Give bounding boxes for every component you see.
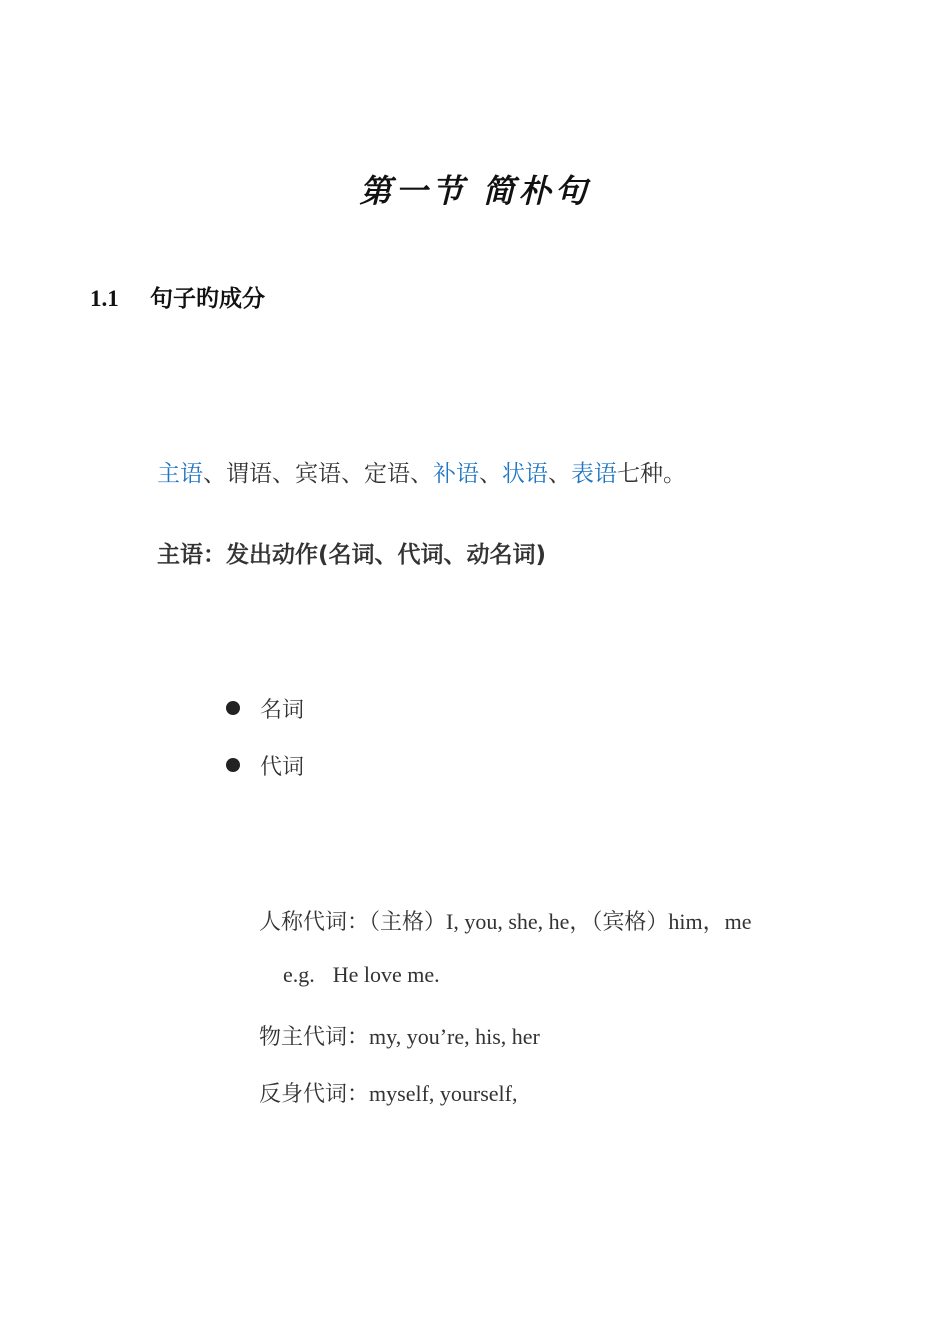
separator: 、 [203,461,226,487]
component-predicate: 谓语 [226,461,272,487]
page-title: 第一节 简朴句 [359,172,591,210]
reflexive-pronouns-line [259,1077,517,1108]
example-prefix: e.g. [283,962,315,987]
subject-definition: 主语：发出动作(名词、代词、动名词) [157,542,547,568]
component-attributive: 定语 [364,461,410,487]
bullet-item-pronoun [226,750,304,781]
section-heading [90,280,265,313]
bullet-text: 代词 [260,755,305,780]
possessive-pronouns-line [259,1020,540,1051]
section-number: 1.1 [90,286,119,311]
separator: 、 [479,461,502,487]
component-predicative: 表语 [571,461,617,487]
possessive-pronouns-value: my, you’re, his, her [369,1024,540,1049]
separator: 、 [272,461,295,487]
component-subject: 主语 [157,461,203,487]
separator: 、 [410,461,433,487]
personal-pronouns-label: 人称代词： [259,910,370,935]
reflexive-pronouns-label: 反身代词： [259,1082,370,1107]
personal-pronouns-value: （主格）I, you, she, he，（宾格）him，me [369,909,752,934]
component-complement: 补语 [433,461,479,487]
bullet-item-noun [226,693,304,724]
section-title: 句子旳成分 [150,285,265,312]
component-adverbial: 状语 [502,461,548,487]
possessive-pronouns-label: 物主代词： [259,1025,370,1050]
reflexive-pronouns-value: myself, yourself, [369,1081,518,1106]
bullet-dot-icon [226,758,240,772]
personal-pronouns-line [259,905,752,936]
components-suffix: 七种。 [617,461,686,487]
separator: 、 [341,461,364,487]
component-object: 宾语 [295,461,341,487]
sentence-components-line [157,455,686,488]
bullet-text: 名词 [260,698,305,723]
bullet-dot-icon [226,701,240,715]
separator: 、 [548,461,571,487]
example-text: He love me. [332,962,440,987]
example-line [283,962,440,988]
